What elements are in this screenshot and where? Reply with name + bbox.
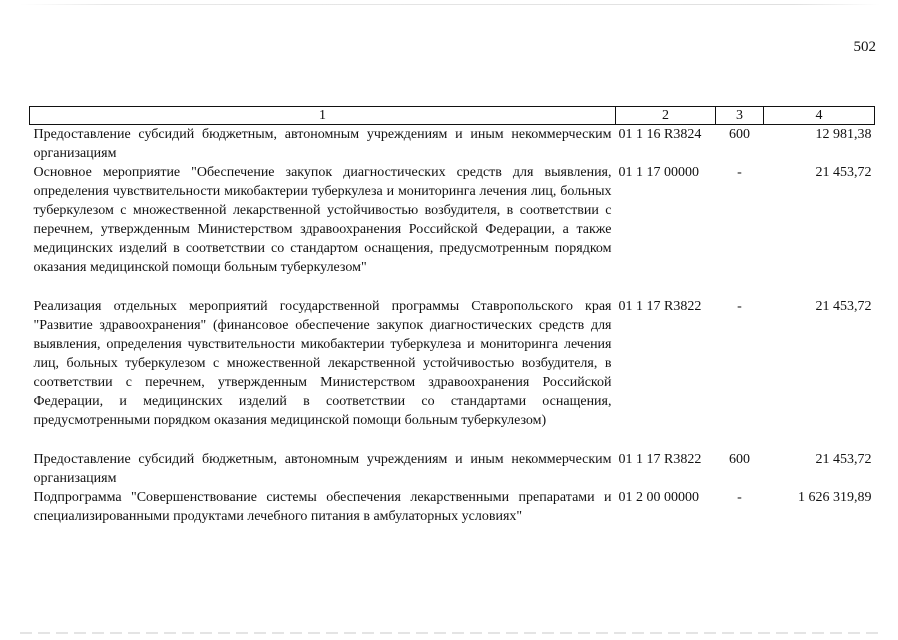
- table-row: [30, 450, 875, 488]
- header-col-4: 4: [764, 107, 875, 125]
- budget-table: [29, 106, 875, 526]
- row-sum: 21 453,72: [815, 452, 872, 467]
- row-type: 600: [729, 452, 750, 467]
- header-col-2: 2: [616, 107, 716, 125]
- scan-edge-top: [20, 4, 880, 5]
- row-sum: 1 626 319,89: [798, 490, 872, 505]
- row-name: Основное мероприятие "Обеспечение закупок диагностических средств для выявления, определения чувствительности микобактерии туберкулеза и мониторинга лечения лиц, больных туберкулезом с множественной лекарственной устойчивостью возбудителя, в соответствии с перечнем, утвержденным Министерством здравоохранения Российской Федерации, а также медицинских изделий в соответствии со стандартом оснащения, предусмотренным порядком оказания медицинской помощи больным туберкулезом": [33, 165, 612, 275]
- table-row: [30, 125, 875, 164]
- row-sum: 21 453,72: [815, 299, 872, 314]
- row-code: 01 1 17 00000: [618, 165, 699, 180]
- row-name: Предоставление субсидий бюджетным, автономным учреждениям и иным некоммерческим организациям: [33, 127, 612, 161]
- row-sum: 21 453,72: [815, 165, 872, 180]
- table-row: [30, 297, 875, 430]
- spacer-row: [30, 277, 875, 297]
- row-code: 01 1 17 R3822: [618, 452, 702, 467]
- row-name: Предоставление субсидий бюджетным, автономным учреждениям и иным некоммерческим организациям: [33, 452, 612, 486]
- header-col-3: 3: [716, 107, 764, 125]
- row-code: 01 2 00 00000: [618, 490, 699, 505]
- table-header-row: [30, 107, 875, 125]
- table-row: [30, 163, 875, 277]
- row-name: Подпрограмма "Совершенствование системы обеспечения лекарственными препаратами и специализированными продуктами лечебного питания в амбулаторных условиях": [33, 490, 612, 524]
- row-name: Реализация отдельных мероприятий государственной программы Ставропольского края "Развитие здравоохранения" (финансовое обеспечение закупок диагностических средств для выявления, определения чувствительности микобактерии туберкулеза и мониторинга лечения лиц, больных туберкулезом с множественной лекарственной устойчивостью возбудителя, в соответствии с перечнем, утвержденным Министерством здравоохранения Российской Федерации, и медицинских изделий в соответствии со стандартами оснащения, предусмотренными порядком оказания медицинской помощи больным туберкулезом): [33, 299, 612, 428]
- header-col-1: 1: [30, 107, 616, 125]
- table-row: [30, 488, 875, 526]
- row-type: 600: [729, 127, 750, 142]
- row-type: -: [737, 165, 742, 180]
- row-code: 01 1 16 R3824: [618, 127, 702, 142]
- page-number: 502: [853, 39, 876, 55]
- row-type: -: [737, 490, 742, 505]
- row-code: 01 1 17 R3822: [618, 299, 702, 314]
- spacer-row: [30, 430, 875, 450]
- row-type: -: [737, 299, 742, 314]
- scan-edge-bottom: [20, 632, 880, 634]
- row-sum: 12 981,38: [815, 127, 872, 142]
